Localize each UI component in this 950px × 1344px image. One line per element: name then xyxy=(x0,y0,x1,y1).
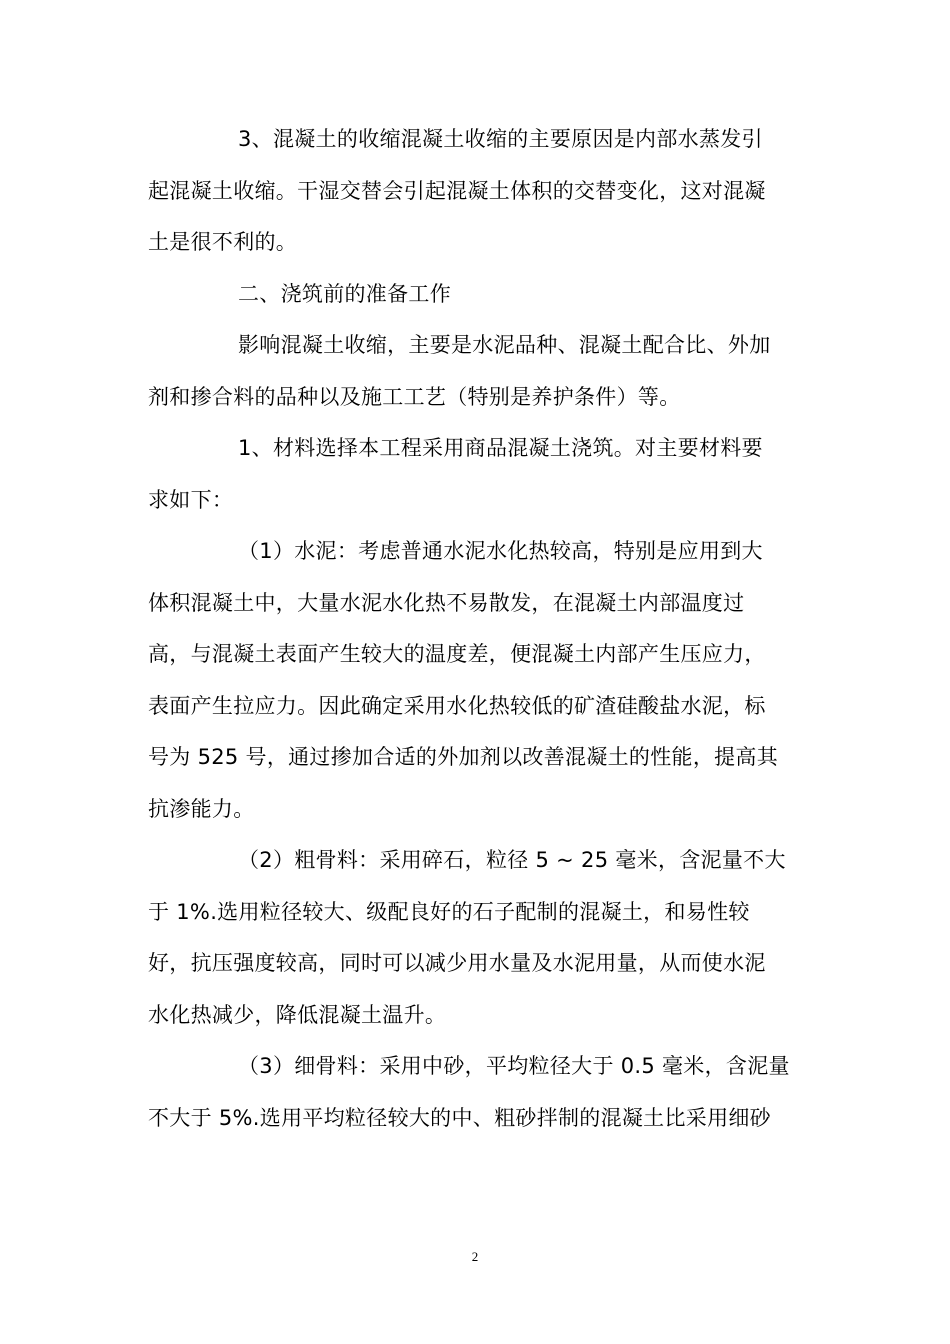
text-line: 号为 525 号，通过掺加合适的外加剂以改善混凝土的性能，提高其 xyxy=(148,745,779,769)
text-line: 体积混凝土中，大量水泥水化热不易散发，在混凝土内部温度过 xyxy=(148,590,745,615)
text-line: 土是很不利的。 xyxy=(148,230,298,254)
text-line: 于 1%.选用粒径较大、级配良好的石子配制的混凝土，和易性较 xyxy=(148,899,750,924)
text-line: 好，抗压强度较高，同时可以减少用水量及水泥用量，从而使水泥 xyxy=(148,951,766,975)
text-line: 求如下： xyxy=(148,487,234,512)
text-line: 不大于 5%.选用平均粒径较大的中、粗砂拌制的混凝土比采用细砂 xyxy=(148,1105,771,1130)
text-line: （3）细骨料：采用中砂，平均粒径大于 0.5 毫米，含泥量 xyxy=(238,1054,790,1078)
text-line: （1）水泥：考虑普通水泥水化热较高，特别是应用到大 xyxy=(238,539,763,563)
section-heading: 二、浇筑前的准备工作 xyxy=(238,281,451,306)
text-line: （2）粗骨料：采用碎石，粒径 5 ~ 25 毫米，含泥量不大 xyxy=(238,848,786,872)
text-line: 剂和掺合料的品种以及施工工艺（特别是养护条件）等。 xyxy=(148,384,681,409)
text-line: 影响混凝土收缩，主要是水泥品种、混凝土配合比、外加 xyxy=(238,333,771,357)
document-body xyxy=(148,114,803,1144)
text-line: 起混凝土收缩。干湿交替会引起混凝土体积的交替变化，这对混凝 xyxy=(148,178,766,203)
page-number: 2 xyxy=(471,1249,479,1264)
text-line: 1、材料选择本工程采用商品混凝土浇筑。对主要材料要 xyxy=(238,436,763,460)
text-line: 水化热减少，降低混凝土温升。 xyxy=(148,1002,447,1027)
text-line: 高，与混凝土表面产生较大的温度差，便混凝土内部产生压应力， xyxy=(148,642,766,666)
text-line: 表面产生拉应力。因此确定采用水化热较低的矿渣硅酸盐水泥，标 xyxy=(148,693,766,718)
text-line: 3、混凝土的收缩混凝土收缩的主要原因是内部水蒸发引 xyxy=(238,127,763,151)
text-line: 抗渗能力。 xyxy=(148,796,255,821)
